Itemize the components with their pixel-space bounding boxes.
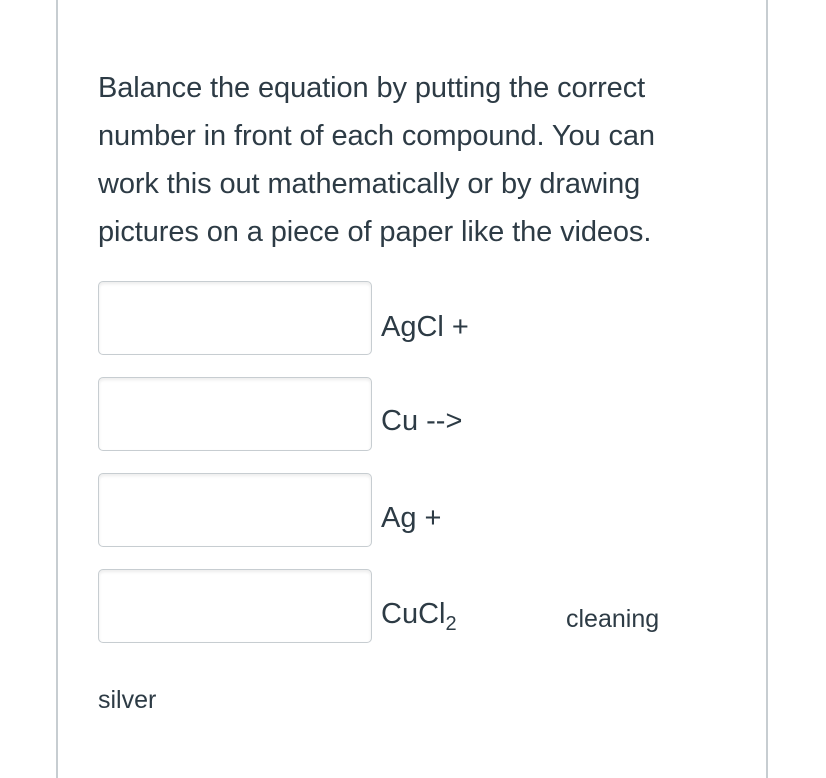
cucl2-coefficient-input[interactable] [98, 569, 372, 643]
compound-cucl2-main: CuCl [381, 598, 446, 630]
compound-cucl2-label [381, 597, 457, 635]
cleaning-text: cleaning [566, 605, 660, 633]
prompt-line: pictures on a piece of paper like the videos. [98, 216, 652, 248]
prompt-line: number in front of each compound. You can [98, 120, 655, 152]
prompt-line: work this out mathematically or by drawing [98, 168, 641, 200]
compound-ag-label: Ag + [381, 502, 442, 534]
prompt-line: Balance the equation by putting the correct [98, 72, 646, 104]
agcl-coefficient-input[interactable] [98, 281, 372, 355]
compound-agcl-label: AgCl + [381, 311, 469, 343]
cu-coefficient-input[interactable] [98, 377, 372, 451]
ag-coefficient-input[interactable] [98, 473, 372, 547]
compound-cu-label: Cu --> [381, 405, 463, 437]
question-prompt [98, 64, 738, 256]
silver-text: silver [98, 686, 157, 714]
compound-cucl2-subscript: 2 [445, 613, 457, 635]
